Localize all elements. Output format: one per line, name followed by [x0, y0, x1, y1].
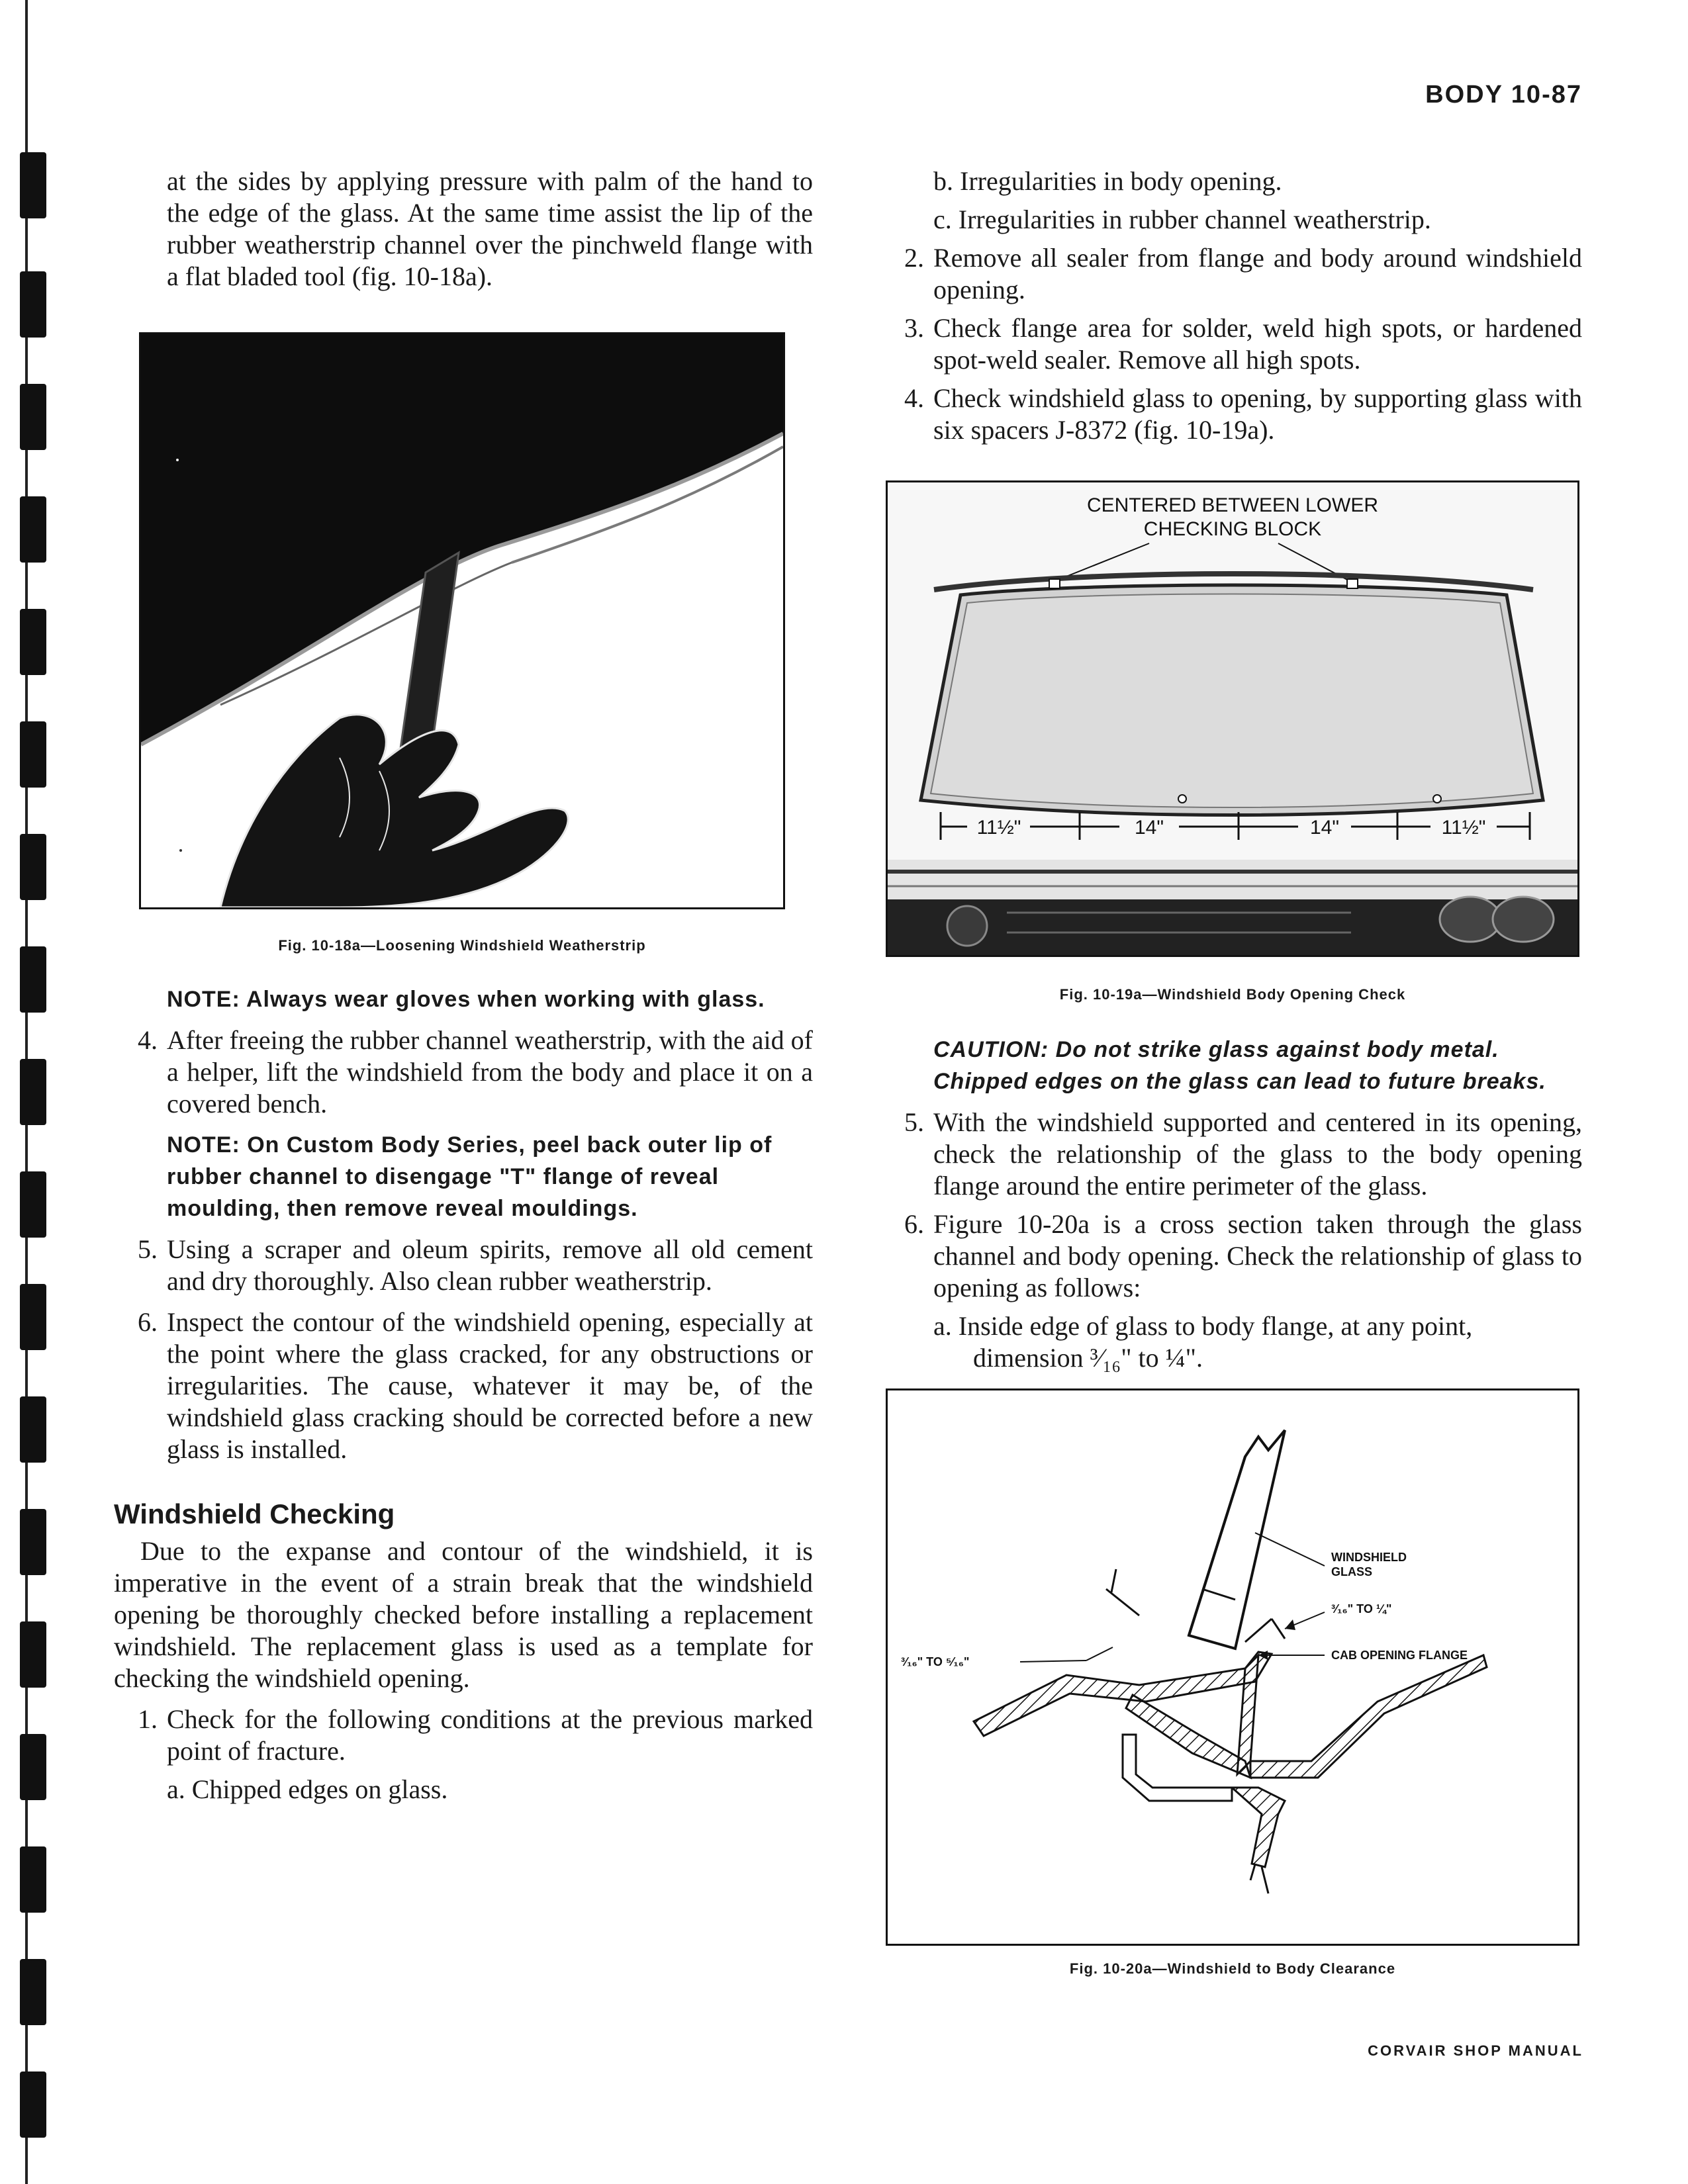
checking-block: [1049, 579, 1060, 588]
lower-spacer: [1433, 795, 1441, 803]
right-column: [880, 165, 1582, 1978]
step-4-text: After freeing the rubber channel weatherstrip, with the aid of a helper, lift the windshield from the body and place it on a covered bench.: [167, 1025, 813, 1118]
check-5-text: With the windshield supported and centered in its opening, check the relationship of the glass to the body opening flange around the entire perimeter of the glass.: [933, 1107, 1582, 1201]
binding-edge: [0, 0, 60, 2184]
punch-hole: [20, 1284, 46, 1350]
step-6-number: 6.: [138, 1307, 158, 1337]
windshield-opening-diagram: [888, 482, 1577, 955]
fig-10-18a-caption: Fig. 10-18a—Loosening Windshield Weatherstrip: [278, 937, 646, 954]
check-5: [880, 1107, 1582, 1202]
checking-block: [1347, 579, 1358, 588]
label-flange: CAB OPENING FLANGE: [1331, 1649, 1468, 1662]
punch-hole: [20, 721, 46, 788]
loosening-weatherstrip-photo: [141, 334, 783, 907]
punch-hole: [20, 1959, 46, 2025]
punch-hole: [20, 834, 46, 900]
step-4: [114, 1024, 813, 1120]
punch-hole: [20, 609, 46, 675]
check-3-number: 3.: [904, 313, 924, 343]
punch-hole: [20, 1846, 46, 1913]
punch-hole: [20, 1059, 46, 1125]
punch-hole: [20, 1396, 46, 1463]
dim-label-1: 11½": [976, 817, 1021, 839]
check-4-number: 4.: [904, 383, 924, 413]
punch-hole: [20, 1621, 46, 1688]
check-6-number: 6.: [904, 1209, 924, 1239]
step-6-text: Inspect the contour of the windshield opening, especially at the point where the glass cracked, for any obstructions or irregularities. The cause, whatever it may be, of the windshield glass cracking should be corrected before a new glass is installed.: [167, 1307, 813, 1464]
punch-hole: [20, 1734, 46, 1800]
caution-note: CAUTION: Do not strike glass against body metal. Chipped edges on the glass can lead to future breaks.: [933, 1037, 1546, 1094]
lower-spacer: [1178, 795, 1186, 803]
figure-10-20a: [886, 1388, 1579, 1946]
check-1c: c. Irregularities in rubber channel weatherstrip.: [933, 205, 1431, 234]
check-1-number: 1.: [138, 1704, 158, 1734]
check-3: [880, 312, 1582, 376]
intro-paragraph: at the sides by applying pressure with palm of the hand to the edge of the glass. At the same time assist the lip of the rubber weatherstrip channel over the pinchweld flange with a flat bladed tool (fig. 10-18a).: [167, 166, 813, 291]
note-gloves: NOTE: Always wear gloves when working with glass.: [167, 987, 765, 1012]
fig-10-20a-caption: Fig. 10-20a—Windshield to Body Clearance: [1069, 1960, 1396, 1977]
check-6-text: Figure 10-20a is a cross section taken through the glass channel and body opening. Check the relationship of glass to opening as follows:: [933, 1209, 1582, 1302]
windshield-clearance-diagram: [888, 1390, 1577, 1944]
punch-hole: [20, 496, 46, 563]
check-6a-line1: a. Inside edge of glass to body flange, at any point,: [933, 1311, 1473, 1341]
fig-19a-label-line1: CENTERED BETWEEN LOWER: [1086, 494, 1379, 516]
check-2-text: Remove all sealer from flange and body around windshield opening.: [933, 243, 1582, 304]
step-5-number: 5.: [138, 1234, 158, 1264]
punch-hole: [20, 1509, 46, 1575]
page-header: BODY 10-87: [1425, 81, 1582, 109]
check-5-number: 5.: [904, 1107, 924, 1137]
punch-hole: [20, 152, 46, 218]
punch-hole: [20, 1171, 46, 1238]
check-3-text: Check flange area for solder, weld high spots, or hardened spot-weld sealer. Remove all high spots.: [933, 313, 1582, 375]
check-1b: b. Irregularities in body opening.: [933, 166, 1282, 196]
label-gap-left: ³⁄₁₆" TO ⁵⁄₁₆": [901, 1655, 970, 1668]
fig-10-19a-caption: Fig. 10-19a—Windshield Body Opening Check: [1059, 986, 1406, 1003]
punch-hole: [20, 384, 46, 450]
checking-intro: Due to the expanse and contour of the windshield, it is imperative in the event of a strain break that the windshield opening be thoroughly checked before installing a replacement windshield. The replacement glass is used as a template for checking the windshield opening.: [114, 1536, 813, 1693]
figure-10-19a: [886, 480, 1579, 957]
dim-label-3: 14": [1309, 817, 1340, 839]
check-2-number: 2.: [904, 243, 924, 273]
note-custom-body: NOTE: On Custom Body Series, peel back outer lip of rubber channel to disengage "T" flange of reveal moulding, then remove reveal mouldings.: [167, 1132, 773, 1221]
fig-19a-label-line2: CHECKING BLOCK: [1143, 518, 1322, 540]
label-gap-right: ³⁄₁₆" TO ¼": [1331, 1602, 1392, 1615]
left-column: [114, 165, 813, 1805]
section-heading: Windshield Checking: [114, 1498, 395, 1529]
step-6: [114, 1306, 813, 1465]
step-5: [114, 1234, 813, 1297]
check-1-text: Check for the following conditions at the previous marked point of fracture.: [167, 1704, 813, 1766]
figure-10-18a: [139, 332, 785, 909]
check-4: [880, 383, 1582, 446]
label-glass: GLASS: [1331, 1565, 1373, 1578]
punch-hole: [20, 271, 46, 338]
dim-label-2: 14": [1134, 817, 1164, 839]
step-4-number: 4.: [138, 1025, 158, 1055]
check-6: [880, 1208, 1582, 1304]
step-5-text: Using a scraper and oleum spirits, remove all old cement and dry thoroughly. Also clean rubber weatherstrip.: [167, 1234, 813, 1296]
check-1a: a. Chipped edges on glass.: [167, 1774, 448, 1804]
label-windshield: WINDSHIELD: [1331, 1551, 1407, 1564]
punch-hole: [20, 2071, 46, 2138]
page-footer: CORVAIR SHOP MANUAL: [1368, 2042, 1583, 2059]
check-6a-line2: dimension ³⁄₁₆" to ¼".: [973, 1343, 1203, 1373]
punch-hole: [20, 946, 46, 1013]
check-2: [880, 242, 1582, 306]
dim-label-4: 11½": [1441, 817, 1486, 839]
check-1: [114, 1704, 813, 1767]
check-4-text: Check windshield glass to opening, by supporting glass with six spacers J-8372 (fig. 10-19a).: [933, 383, 1582, 445]
